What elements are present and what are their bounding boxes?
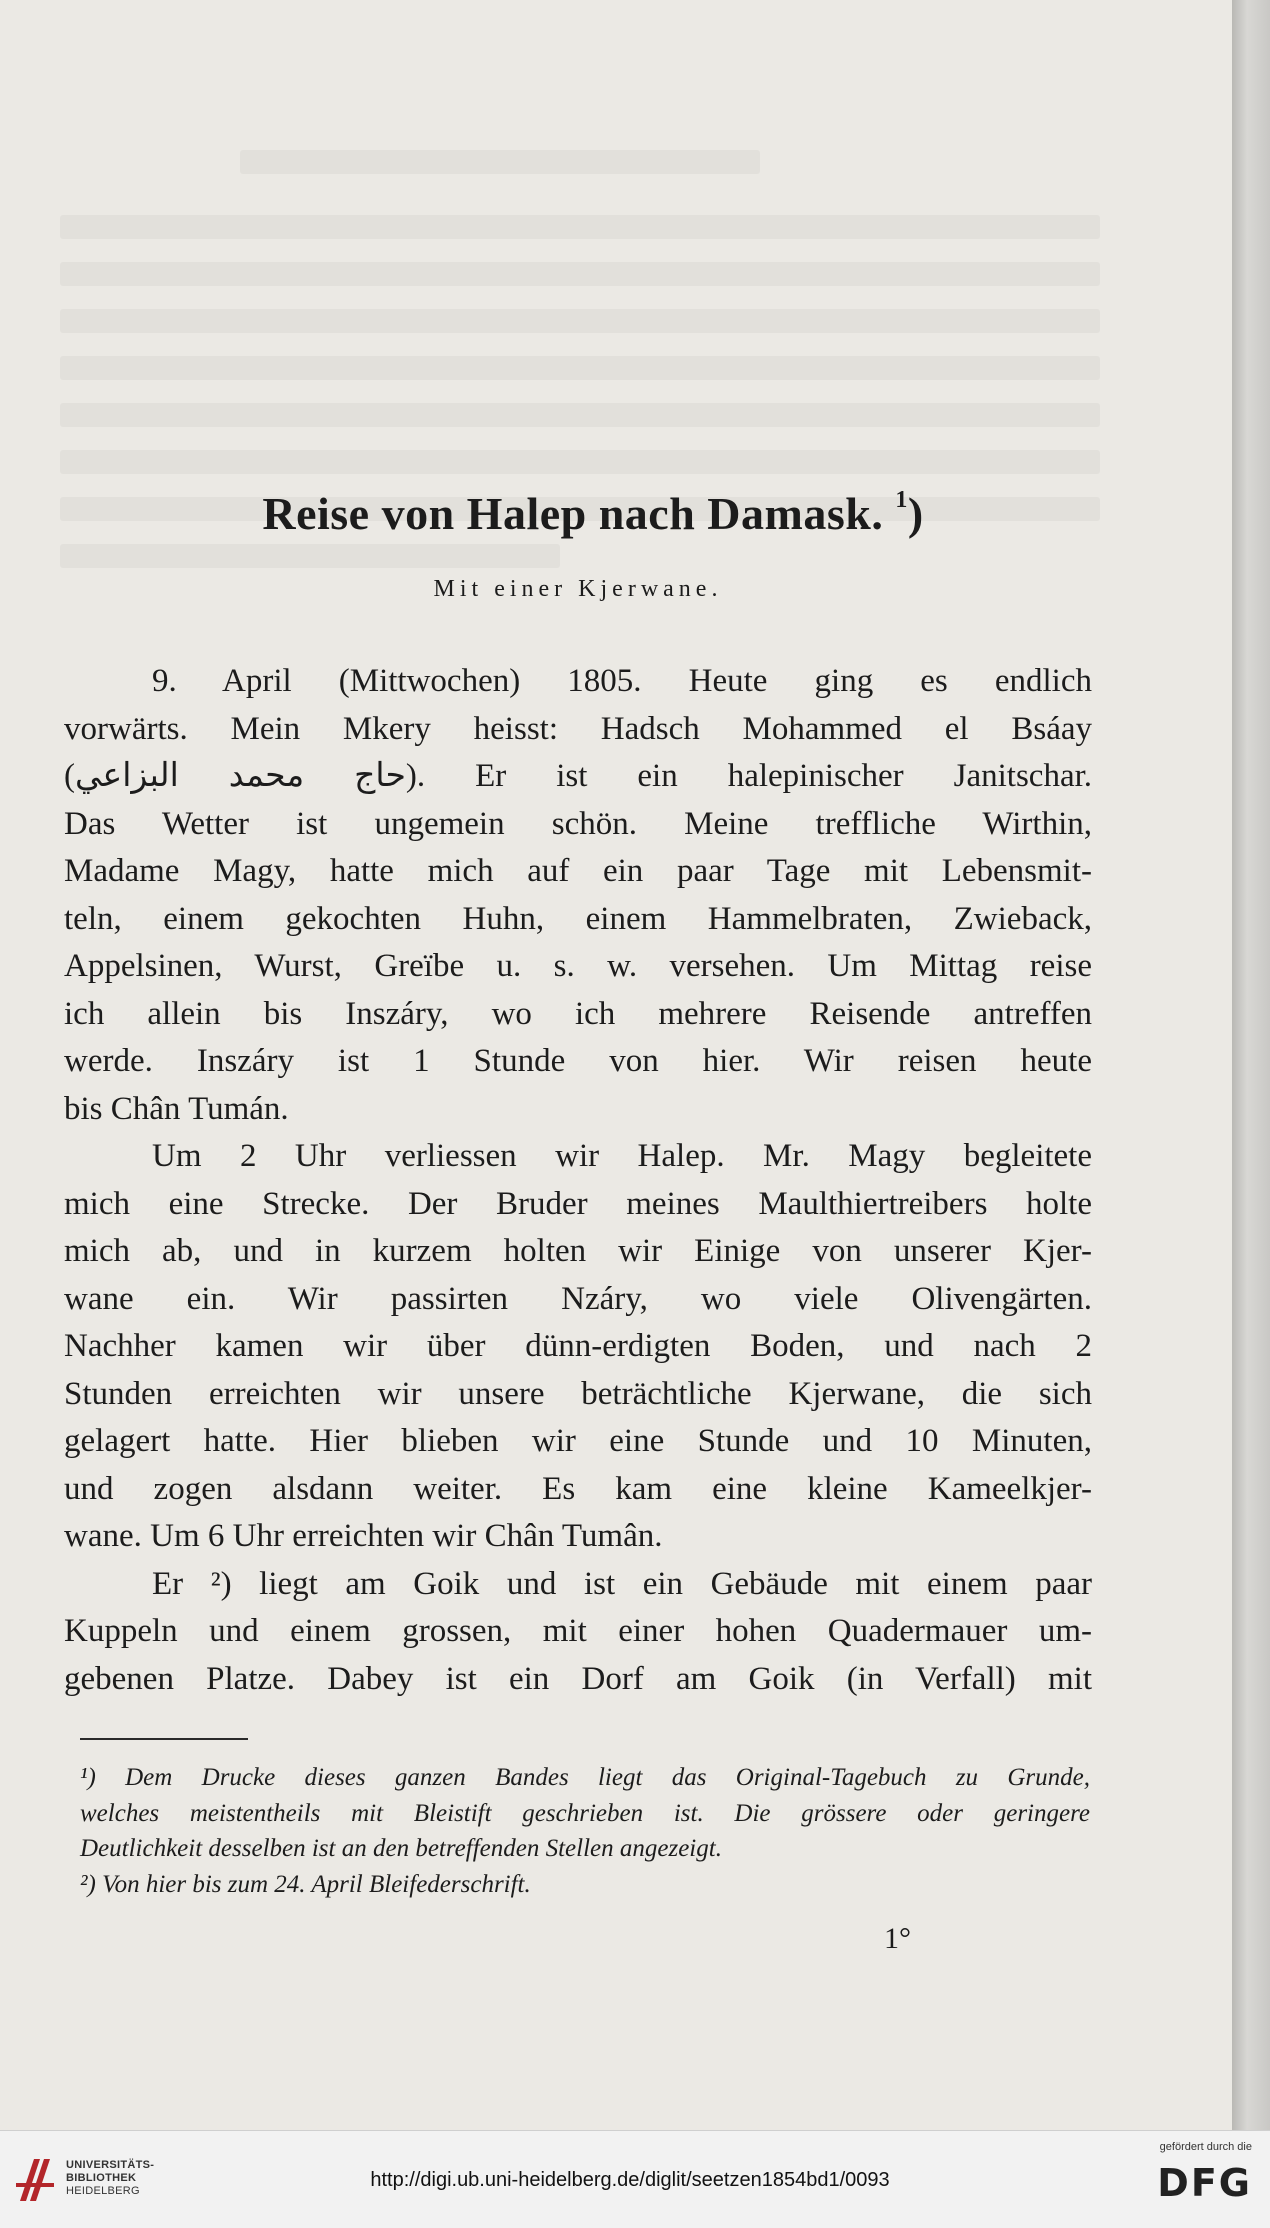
page-content — [64, 470, 1092, 1703]
text-line: gebenen Platze. Dabey ist ein Dorf am Goik (in Verfall) mit — [64, 1660, 1092, 1697]
library-name — [66, 2159, 154, 2198]
text-line: (حاج محمد البزاعي). Er ist ein halepinischer Janitschar. — [64, 758, 1093, 794]
chapter-subtitle: Mit einer Kjerwane. — [433, 576, 723, 602]
library-name-line1: UNIVERSITÄTS- — [66, 2159, 155, 2171]
chapter-title — [94, 470, 1092, 544]
footnote-line: Deutlichkeit desselben ist an den betreffenden Stellen angezeigt. — [80, 1835, 722, 1862]
text-line: gelagert hatte. Hier blieben wir eine Stunde und 10 Minuten, — [64, 1423, 1092, 1459]
footnotes — [80, 1760, 1090, 1902]
text-line: 9. April (Mittwochen) 1805. Heute ging es endlich — [152, 663, 1092, 699]
footnote-line: welches meistentheils mit Bleistift geschrieben ist. Die grössere oder geringere — [80, 1799, 1090, 1827]
footnote-divider — [80, 1738, 248, 1740]
library-logo[interactable] — [14, 2153, 174, 2213]
text-line: ich allein bis Inszáry, wo ich mehrere Reisende antreffen — [64, 995, 1092, 1032]
text-line: wane ein. Wir passirten Nzáry, wo viele Olivengärten. — [64, 1280, 1092, 1317]
text-line: Madame Magy, hatte mich auf ein paar Tage mit Lebensmit- — [64, 853, 1092, 889]
footnote-line: ¹) Dem Drucke dieses ganzen Bandes liegt das Original-Tagebuch zu Grunde, — [80, 1764, 1090, 1791]
library-logo-icon — [14, 2153, 58, 2207]
text-line: und zogen alsdann weiter. Es kam eine kleine Kameelkjer- — [64, 1470, 1092, 1507]
text-line: Appelsinen, Wurst, Greïbe u. s. w. versehen. Um Mittag reise — [64, 948, 1092, 984]
text-line: bis Chân Tumán. — [64, 1090, 289, 1127]
viewer-footer — [0, 2130, 1270, 2228]
text-line: Nachher kamen wir über dünn-erdigten Boden, und nach 2 — [64, 1328, 1092, 1364]
text-line: mich ab, und in kurzem holten wir Einige von unserer Kjer- — [64, 1233, 1092, 1269]
dfg-logo[interactable] — [1132, 2141, 1252, 2221]
library-name-line2: BIBLIOTHEK — [66, 2172, 137, 2184]
permalink-url[interactable]: http://digi.ub.uni-heidelberg.de/diglit/seetzen1854bd1/0093 — [370, 2169, 890, 2191]
text-line: Um 2 Uhr verliessen wir Halep. Mr. Magy begleitete — [152, 1138, 1092, 1174]
dfg-logo-text: DFG — [1157, 2161, 1252, 2205]
text-line: Das Wetter ist ungemein schön. Meine treffliche Wirthin, — [64, 805, 1092, 842]
title-paren: ) — [907, 488, 924, 539]
text-line: Stunden erreichten wir unsere beträchtliche Kjerwane, die sich — [64, 1375, 1092, 1412]
funded-by-label: gefördert durch die — [1159, 2141, 1252, 2153]
text-line: teln, einem gekochten Huhn, einem Hammelbraten, Zwieback, — [64, 900, 1092, 937]
signature-mark: 1° — [884, 1922, 911, 1955]
title-text: Reise von Halep nach Damask. — [262, 488, 884, 539]
title-footnote-marker: 1 — [895, 487, 908, 513]
footnote-line: ²) Von hier bis zum 24. April Bleifederschrift. — [80, 1870, 531, 1898]
text-line: Er ²) liegt am Goik und ist ein Gebäude mit einem paar — [152, 1565, 1092, 1602]
text-line: werde. Inszáry ist 1 Stunde von hier. Wir reisen heute — [64, 1043, 1092, 1079]
text-line: vorwärts. Mein Mkery heisst: Hadsch Mohammed el Bsáay — [64, 710, 1092, 747]
text-line: wane. Um 6 Uhr erreichten wir Chân Tumân. — [64, 1518, 663, 1554]
library-name-line3: HEIDELBERG — [66, 2185, 140, 2197]
page-edge — [1232, 0, 1270, 2130]
text-line: mich eine Strecke. Der Bruder meines Maulthiertreibers holte — [64, 1185, 1092, 1222]
body-text — [64, 658, 1092, 1703]
text-line: Kuppeln und einem grossen, mit einer hohen Quadermauer um- — [64, 1613, 1092, 1649]
